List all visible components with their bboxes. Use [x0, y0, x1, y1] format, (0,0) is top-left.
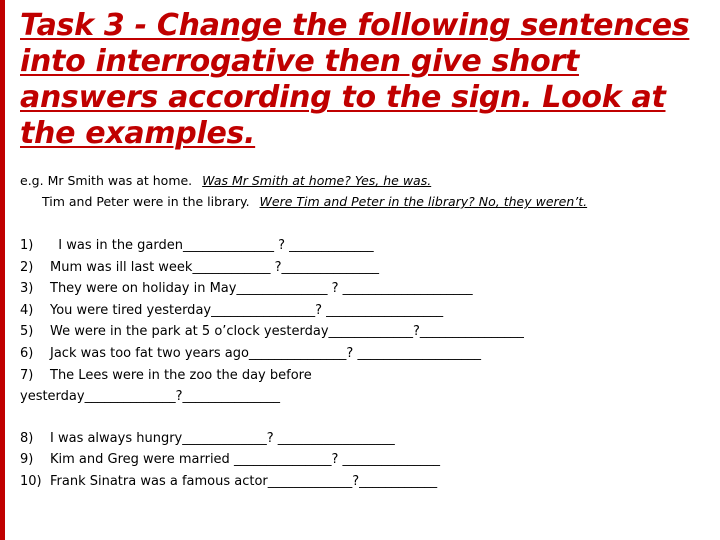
item-number: 5)	[20, 324, 34, 340]
exercise-item-7-continuation: yesterday______________?_______________	[20, 389, 280, 405]
item-number: 3)	[20, 281, 34, 297]
exercise-item-4	[20, 300, 710, 322]
example-prefix: e.g.	[20, 173, 44, 188]
exercise-item-5	[20, 321, 710, 343]
item-text: Kim and Greg were married _______________? _______________	[50, 452, 440, 468]
exercise-item-6	[20, 343, 710, 365]
exercise-item-7	[20, 365, 710, 387]
item-number: 9)	[20, 452, 34, 468]
item-text: Frank Sinatra was a famous actor_____________?____________	[50, 473, 438, 489]
example-line-1	[20, 170, 710, 191]
exercise-item-8	[20, 428, 710, 450]
item-number: 2)	[20, 259, 34, 275]
item-text: You were tired yesterday________________? __________________	[50, 302, 444, 318]
item-number: 8)	[20, 430, 34, 446]
item-text: They were on holiday in May______________ ? ____________________	[50, 281, 473, 297]
exercise-item-9	[20, 449, 710, 471]
example-answer: Were Tim and Peter in the library? No, they weren’t.	[259, 194, 588, 209]
exercise-list	[20, 235, 710, 493]
exercise-item-1	[20, 235, 710, 257]
item-text: We were in the park at 5 o’clock yesterday_____________?________________	[50, 324, 524, 340]
exercise-item-10	[20, 471, 710, 493]
item-text: I was in the garden______________ ? _____________	[50, 238, 374, 253]
item-number: 7)	[20, 367, 34, 383]
item-number: 10)	[20, 473, 42, 489]
item-number: 4)	[20, 302, 34, 318]
item-number: 1)	[20, 238, 34, 253]
example-line-2	[20, 191, 710, 212]
exercise-item-3	[20, 278, 710, 300]
examples-block	[20, 170, 710, 212]
item-text: I was always hungry_____________? __________________	[50, 430, 395, 446]
accent-rule	[0, 0, 5, 540]
example-answer: Was Mr Smith at home? Yes, he was.	[202, 173, 432, 188]
item-number: 6)	[20, 345, 34, 361]
task-title: Task 3 - Change the following sentences into interrogative then give short answers according to the sign. Look at the examples.	[20, 8, 690, 151]
spacer	[20, 408, 710, 428]
item-text: Jack was too fat two years ago_______________? ___________________	[50, 345, 481, 361]
example-sentence: Tim and Peter were in the library.	[42, 194, 250, 209]
example-sentence: Mr Smith was at home.	[47, 173, 193, 188]
item-text: The Lees were in the zoo the day before	[50, 367, 312, 383]
exercise-item-2	[20, 257, 710, 279]
item-text: Mum was ill last week____________ ?_______________	[50, 259, 379, 275]
